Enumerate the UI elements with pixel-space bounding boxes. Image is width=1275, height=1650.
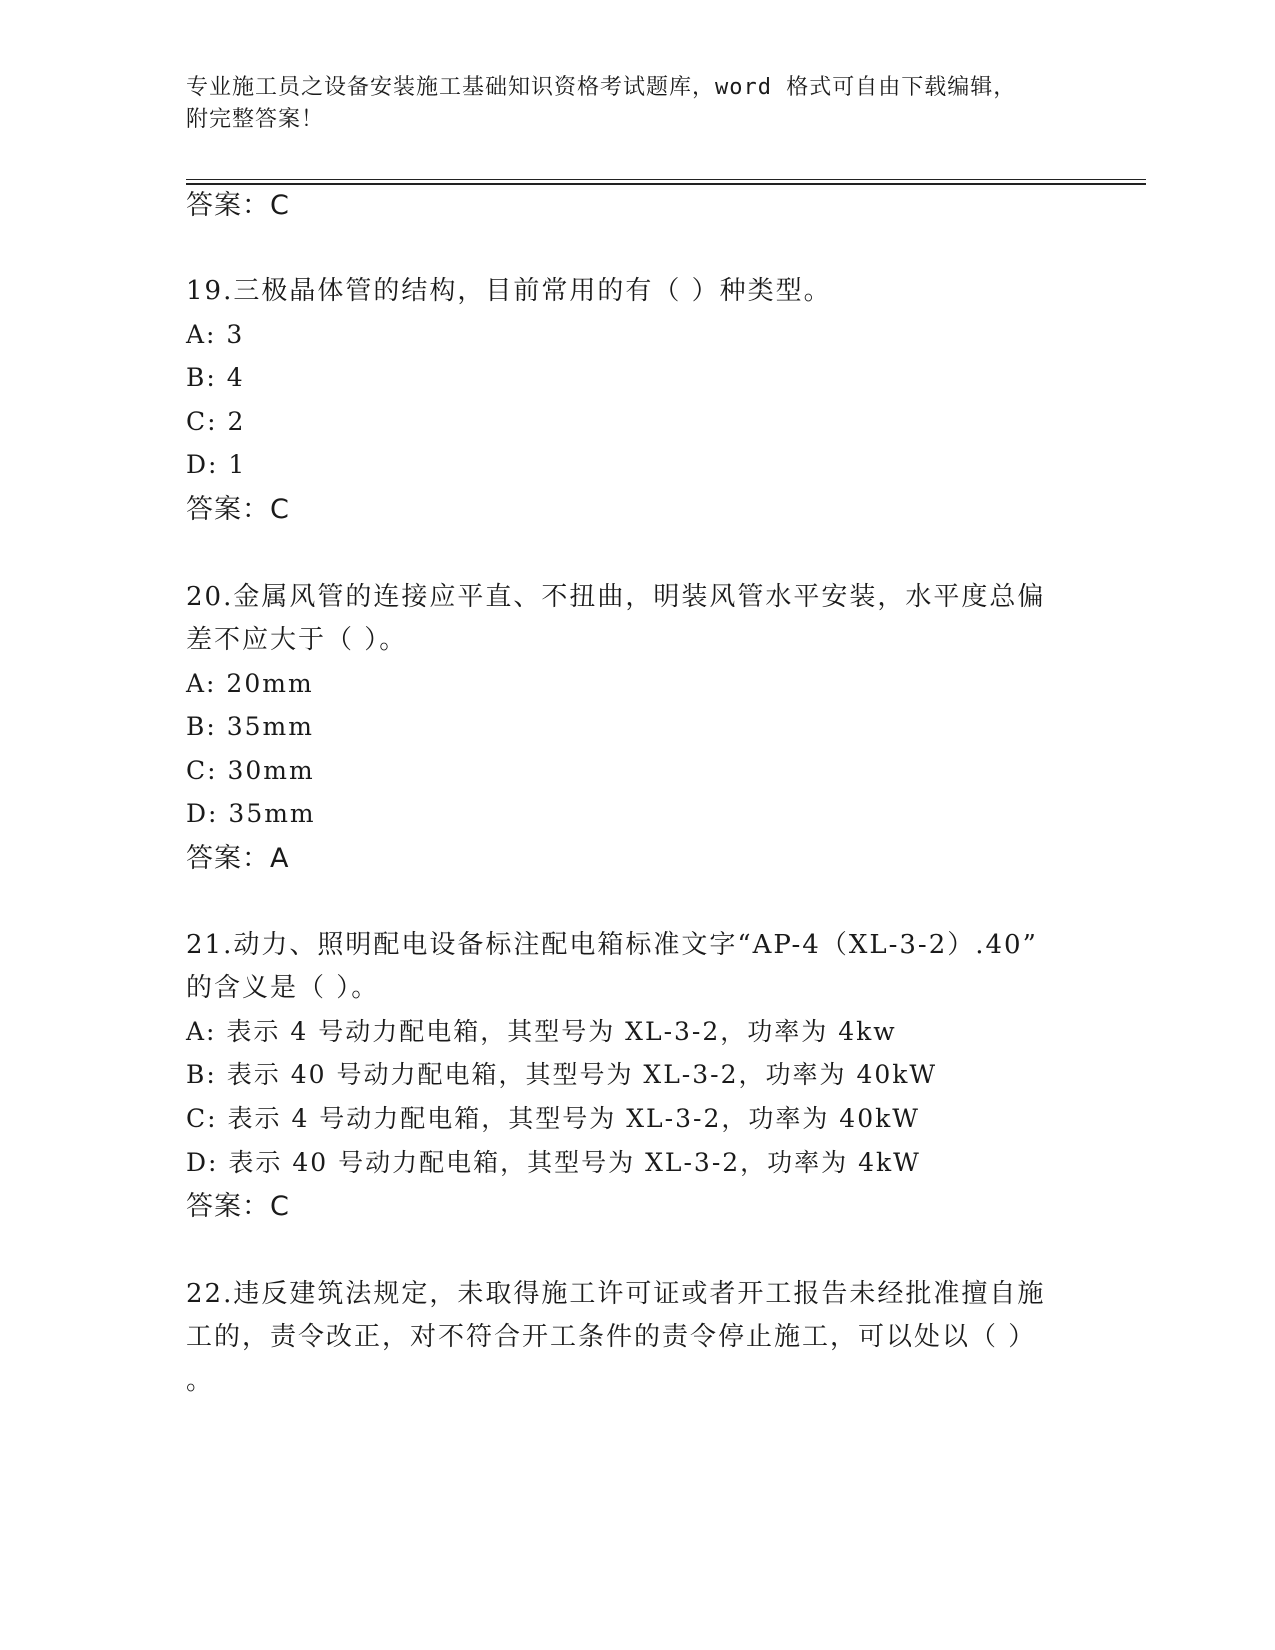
q21-option-b: B: 表示 40 号动力配电箱，其型号为 XL-3-2，功率为 40kW xyxy=(186,1060,938,1089)
page-header xyxy=(186,72,1086,136)
q21-option-a: A: 表示 4 号动力配电箱，其型号为 XL-3-2，功率为 4kw xyxy=(186,1017,897,1046)
header-line-1: 专业施工员之设备安装施工基础知识资格考试题库，word 格式可自由下载编辑， xyxy=(186,75,1017,100)
q21-option-d: D: 表示 40 号动力配电箱，其型号为 XL-3-2，功率为 4kW xyxy=(186,1148,921,1177)
q21-option-c: C: 表示 4 号动力配电箱，其型号为 XL-3-2，功率为 40kW xyxy=(186,1104,920,1133)
answer-18: 答案：C xyxy=(186,190,290,221)
q20-option-d: D: 35mm xyxy=(186,799,316,828)
question-21-line-2: 的含义是（ ）。 xyxy=(186,973,380,1003)
q20-option-c: C: 30mm xyxy=(186,756,315,785)
q19-option-b: B: 4 xyxy=(186,363,245,392)
q20-option-b: B: 35mm xyxy=(186,712,314,741)
question-19-line-1: 19.三极晶体管的结构，目前常用的有（ ）种类型。 xyxy=(186,276,832,306)
question-22-line-3: 。 xyxy=(186,1366,215,1396)
q19-option-c: C: 2 xyxy=(186,407,246,436)
header-rule-thick xyxy=(186,183,1146,185)
header-rule-thin xyxy=(186,179,1146,180)
question-20-line-2: 差不应大于（ ）。 xyxy=(186,625,408,655)
question-22-line-1: 22.违反建筑法规定，未取得施工许可证或者开工报告未经批准擅自施 xyxy=(186,1279,1046,1309)
q19-option-a: A: 3 xyxy=(186,320,245,349)
q20-option-a: A: 20mm xyxy=(186,669,314,698)
question-22-line-2: 工的，责令改正，对不符合开工条件的责令停止施工，可以处以（ ） xyxy=(186,1322,1037,1352)
question-20-line-1: 20.金属风管的连接应平直、不扭曲，明装风管水平安装，水平度总偏 xyxy=(186,582,1046,612)
q19-option-d: D: 1 xyxy=(186,450,247,479)
question-21-line-1: 21.动力、照明配电设备标注配电箱标准文字“AP-4（XL-3-2）.40” xyxy=(186,930,1038,960)
header-line-2: 附完整答案！ xyxy=(186,107,325,132)
answer-19: 答案：C xyxy=(186,494,290,525)
answer-20: 答案：A xyxy=(186,843,290,874)
answer-21: 答案：C xyxy=(186,1191,290,1222)
